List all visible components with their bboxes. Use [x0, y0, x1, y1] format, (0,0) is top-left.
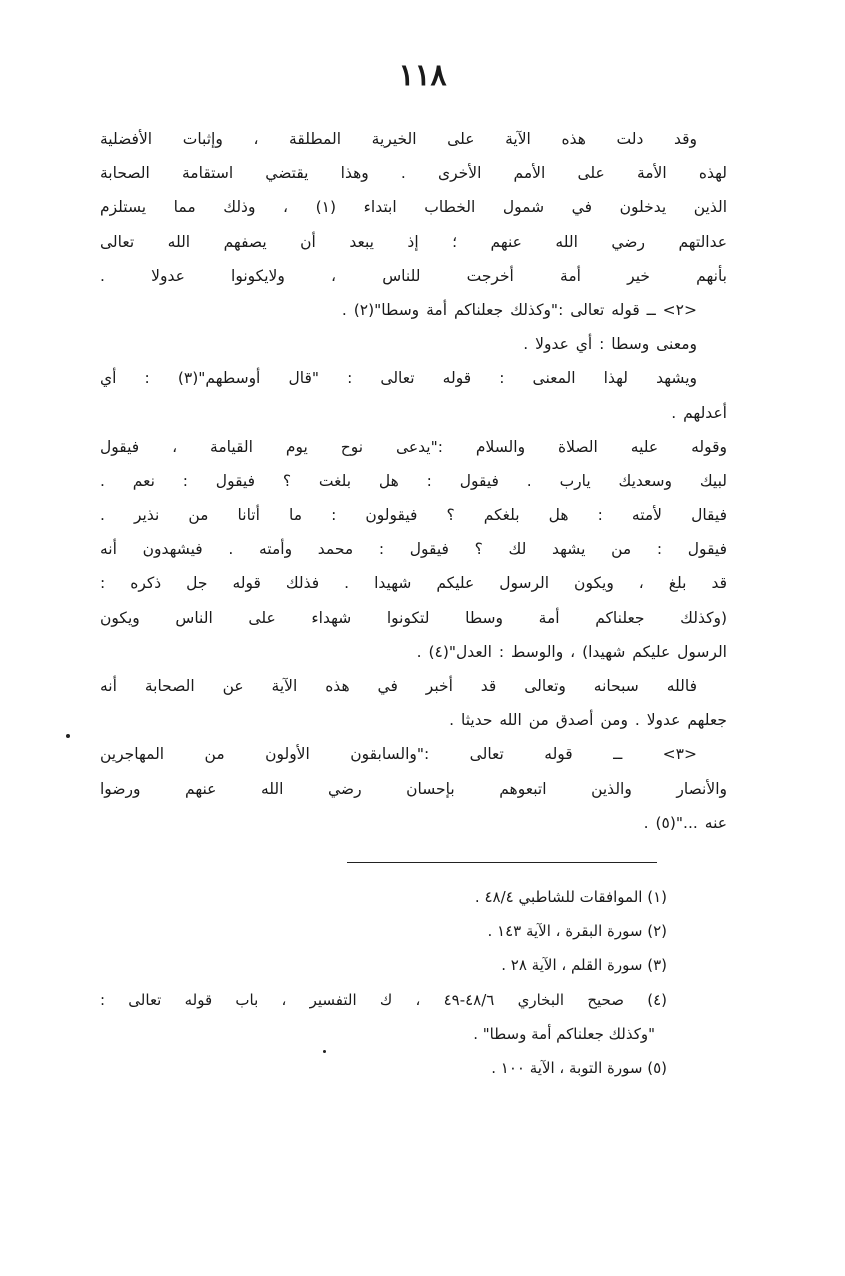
body-line: عدالتهم رضي الله عنهم ؛ إذ يبعد أن يصفهم الله تعالى: [100, 232, 727, 251]
body-line: ويشهد لهذا المعنى : قوله تعالى : "قال أوسطهم"(٣) : أي: [100, 369, 697, 388]
footnotes: [100, 880, 667, 1085]
footnote-line: (١) الموافقات للشاطبي ٤٨/٤ .: [474, 888, 667, 906]
body-line: لهذه الأمة على الأمم الأخرى . وهذا يقتضي استقامة الصحابة: [100, 164, 727, 183]
body-line: (وكذلك جعلناكم أمة وسطا لتكونوا شهداء على الناس ويكون: [100, 608, 727, 627]
body-line: فالله سبحانه وتعالى قد أخبر في هذه الآية عن الصحابة أنه: [100, 677, 697, 695]
page-number: ١١٨: [398, 58, 447, 93]
body-line: جعلهم عدولا . ومن أصدق من الله حديثا .: [449, 711, 727, 730]
body-line: وقوله عليه الصلاة والسلام :"يدعى نوح يوم القيامة ، فيقول: [100, 437, 727, 456]
footnote-separator: [347, 862, 657, 863]
body-line: ومعنى وسطا : أي عدولا .: [523, 335, 697, 354]
body-line: الذين يدخلون في شمول الخطاب ابتداء (١) ، وذلك مما يستلزم: [100, 198, 727, 217]
body-line: قد بلغ ، ويكون الرسول عليكم شهيدا . فذلك قوله جل ذكره :: [100, 574, 727, 593]
footnote-line: (٥) سورة التوبة ، الآية ١٠٠ .: [491, 1058, 667, 1077]
body-line: أعدلهم .: [671, 403, 727, 422]
body-line: والأنصار والذين اتبعوهم بإحسان رضي الله عنهم ورضوا: [100, 779, 727, 798]
body-line: فيقال لأمته : هل بلغكم ؟ فيقولون : ما أتانا من نذير .: [100, 506, 727, 525]
body-line: فيقول : من يشهد لك ؟ فيقول : محمد وأمته . فيشهدون أنه: [100, 540, 727, 559]
scan-speck: [323, 1050, 326, 1053]
scan-speck: [66, 734, 70, 738]
body-line: الرسول عليكم شهيدا) ، والوسط : العدل"(٤) .: [416, 642, 727, 661]
body-line: بأنهم خير أمة أخرجت للناس ، ولايكونوا عدولا .: [100, 266, 727, 285]
body-line: وقد دلت هذه الآية على الخيرية المطلقة ، وإثبات الأفضلية: [100, 130, 697, 148]
body-text: [100, 122, 727, 840]
body-line: <٣> ــ قوله تعالى :"والسابقون الأولون من المهاجرين: [100, 745, 697, 764]
body-line: <٢> ــ قوله تعالى :"وكذلك جعلناكم أمة وسطا"(٢) .: [341, 300, 697, 319]
body-line: عنه ..."(٥) .: [643, 813, 727, 832]
footnote-line: (٣) سورة القلم ، الآية ٢٨ .: [501, 956, 667, 975]
footnote-line: (٤) صحيح البخاري ٤٨/٦-٤٩ ، ك التفسير ، باب قوله تعالى :: [100, 990, 667, 1009]
footnote-line: (٢) سورة البقرة ، الآية ١٤٣ .: [487, 922, 667, 941]
body-line: لبيك وسعديك يارب . فيقول : هل بلغت ؟ فيقول : نعم .: [100, 471, 727, 490]
footnote-line: "وكذلك جعلناكم أمة وسطا" .: [473, 1024, 655, 1043]
